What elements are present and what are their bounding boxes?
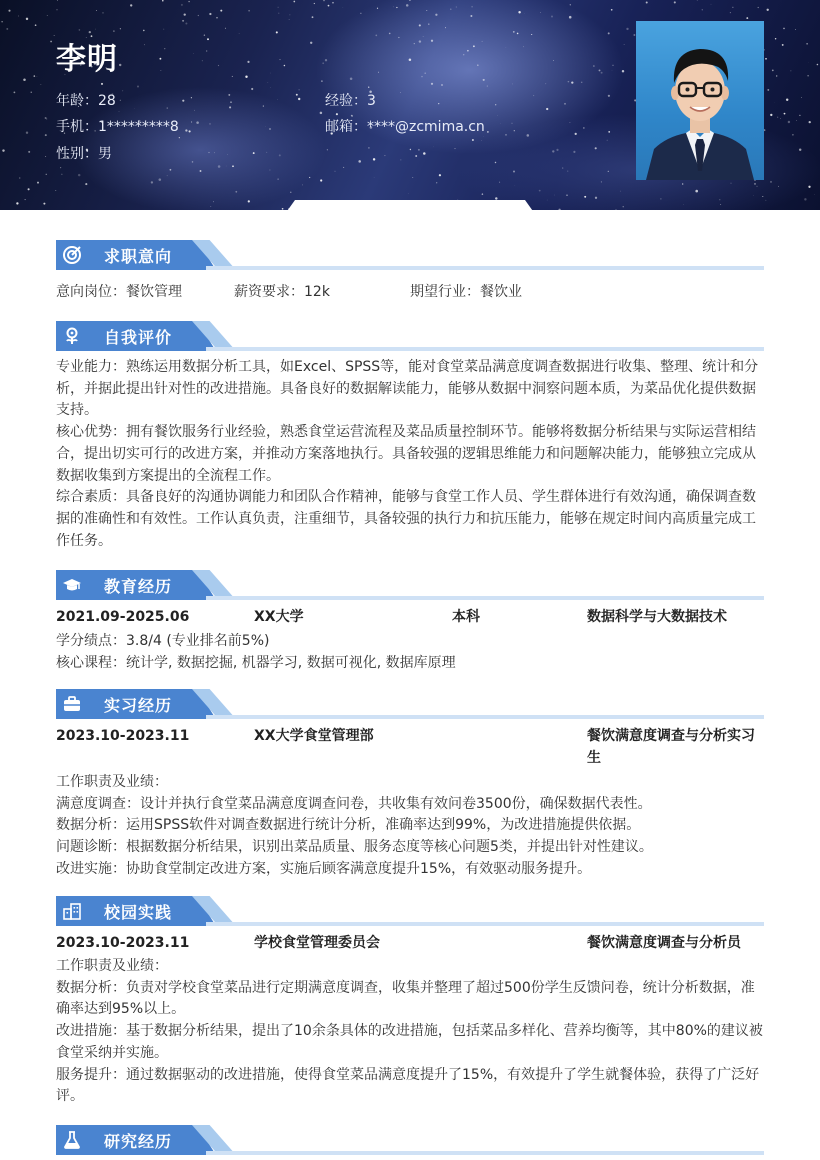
campus-line: 服务提升：通过数据驱动的改进措施，使得食堂菜品满意度提升了15%，有效提升了学生就餐体验，获得了广泛好评。 bbox=[56, 1066, 760, 1105]
section-header-campus bbox=[56, 896, 764, 930]
target-icon bbox=[62, 245, 82, 265]
intent-industry: 期望行业：餐饮业 bbox=[410, 284, 522, 300]
age-field: 年龄：28 bbox=[56, 93, 116, 109]
section-title-self: 自我评价 bbox=[104, 328, 173, 347]
email-field: 邮箱：****@zcmima.cn bbox=[325, 119, 485, 135]
section-title-education: 教育经历 bbox=[104, 577, 173, 596]
section-header-research bbox=[56, 1125, 764, 1159]
internship-line: 工作职责及业绩： bbox=[56, 774, 168, 790]
intent-position: 意向岗位：餐饮管理 bbox=[56, 284, 182, 300]
education-gpa: 学分绩点：3.8/4 (专业排名前5%) bbox=[56, 633, 270, 649]
flower-icon bbox=[62, 326, 82, 346]
campus-line: 数据分析：负责对学校食堂菜品进行定期满意度调查，收集并整理了超过500份学生反馈问卷，统计分析数据，准确率达到95%以上。 bbox=[56, 979, 755, 1018]
flask-icon bbox=[62, 1130, 82, 1150]
gender-field: 性别：男 bbox=[56, 146, 112, 162]
education-period: 2021.09-2025.06 bbox=[56, 609, 190, 625]
campus-line: 改进措施：基于数据分析结果，提出了10余条具体的改进措施，包括菜品多样化、营养均衡等，其中80%的建议被食堂采纳并实施。 bbox=[56, 1023, 763, 1061]
internship-details bbox=[56, 772, 764, 881]
campus-period: 2023.10-2023.11 bbox=[56, 935, 190, 951]
section-title-research: 研究经历 bbox=[104, 1132, 173, 1151]
internship-period: 2023.10-2023.11 bbox=[56, 728, 190, 744]
buildings-icon bbox=[62, 901, 82, 921]
internship-line: 满意度调查：设计并执行食堂菜品满意度调查问卷，共收集有效问卷3500份，确保数据代表性。 bbox=[56, 795, 652, 812]
self-paragraph: 专业能力：熟练运用数据分析工具，如Excel、SPSS等，能对食堂菜品满意度调查数据进行收集、整理、统计和分析，并据此提出针对性的改进措施。具备良好的数据解读能力，能够从数据中洞察问题本质，为菜品优化提供数据支持。 bbox=[56, 359, 759, 419]
resume-header bbox=[0, 0, 820, 210]
graduation-cap-icon bbox=[62, 575, 82, 595]
education-major: 数据科学与大数据技术 bbox=[587, 609, 727, 625]
section-header-self bbox=[56, 321, 764, 355]
section-header-intent bbox=[56, 240, 764, 274]
section-header-internship bbox=[56, 689, 764, 723]
campus-line: 工作职责及业绩： bbox=[56, 958, 168, 974]
header-notch bbox=[285, 200, 535, 214]
self-paragraph: 综合素质：具备良好的沟通协调能力和团队合作精神，能够与食堂工作人员、学生群体进行有效沟通，确保调查数据的准确性和有效性。工作认真负责，注重细节，具备较强的执行力和抗压能力，能够在规定时间内高质量完成工作任务。 bbox=[56, 489, 756, 549]
candidate-name: 李明 bbox=[56, 42, 118, 77]
internship-line: 数据分析：运用SPSS软件对调查数据进行统计分析，准确率达到99%，为改进措施提供依据。 bbox=[56, 817, 641, 834]
intent-salary: 薪资要求：12k bbox=[234, 284, 330, 300]
section-title-intent: 求职意向 bbox=[104, 247, 173, 266]
briefcase-icon bbox=[62, 694, 82, 714]
internship-org: XX大学食堂管理部 bbox=[254, 728, 374, 744]
education-degree: 本科 bbox=[452, 609, 480, 625]
self-evaluation-text bbox=[56, 357, 764, 552]
campus-role: 餐饮满意度调查与分析员 bbox=[587, 935, 741, 951]
education-courses: 核心课程：统计学, 数据挖掘, 机器学习, 数据可视化, 数据库原理 bbox=[56, 655, 456, 671]
section-title-internship: 实习经历 bbox=[104, 696, 173, 715]
education-school: XX大学 bbox=[254, 609, 304, 625]
profile-photo bbox=[636, 21, 764, 180]
experience-field: 经验：3 bbox=[325, 93, 376, 109]
phone-field: 手机：1*********8 bbox=[56, 119, 179, 135]
campus-org: 学校食堂管理委员会 bbox=[254, 935, 380, 951]
internship-role: 餐饮满意度调查与分析实习 bbox=[587, 728, 755, 744]
section-header-education bbox=[56, 570, 764, 604]
internship-line: 改进实施：协助食堂制定改进方案，实施后顾客满意度提升15%，有效驱动服务提升。 bbox=[56, 860, 592, 877]
internship-line: 问题诊断：根据数据分析结果，识别出菜品质量、服务态度等核心问题5类，并提出针对性建议。 bbox=[56, 839, 653, 856]
internship-role-continued: 生 bbox=[587, 750, 601, 766]
section-title-campus: 校园实践 bbox=[104, 903, 173, 922]
self-paragraph: 核心优势：拥有餐饮服务行业经验，熟悉食堂运营流程及菜品质量控制环节。能够将数据分析结果与实际运营相结合，提出切实可行的改进方案，并推动方案落地执行。具备较强的逻辑思维能力和问题解决能力，能够独立完成从数据收集到方案提出的全流程工作。 bbox=[56, 424, 756, 484]
campus-details bbox=[56, 956, 764, 1108]
